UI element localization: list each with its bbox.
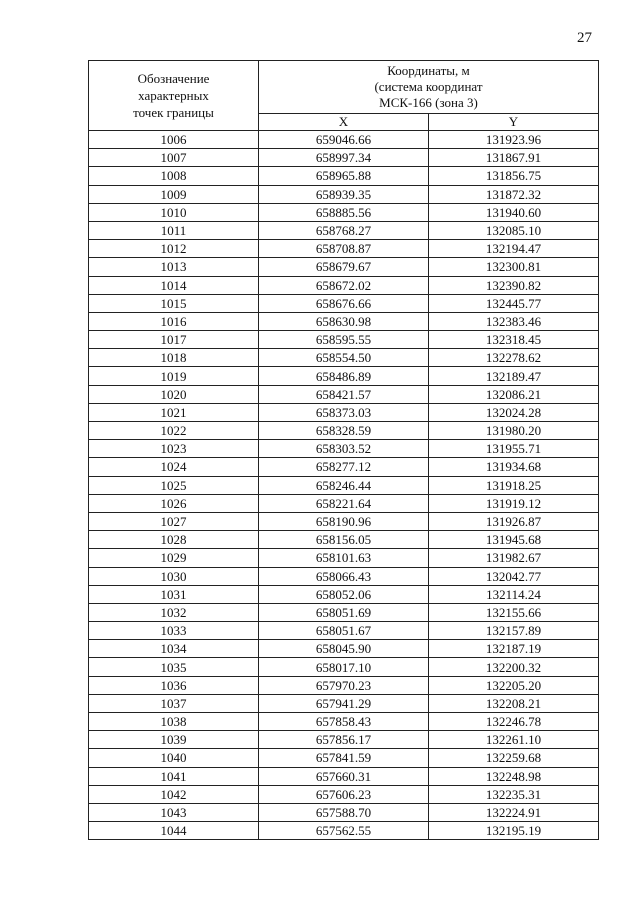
table-row xyxy=(89,276,599,294)
x-coordinate-cell: 658246.44 xyxy=(259,476,429,494)
point-id-cell: 1041 xyxy=(89,767,259,785)
x-coordinate-cell: 658045.90 xyxy=(259,640,429,658)
x-coordinate-cell: 658066.43 xyxy=(259,567,429,585)
y-coordinate-cell: 132248.98 xyxy=(429,767,599,785)
table-row xyxy=(89,749,599,767)
x-coordinate-cell: 658554.50 xyxy=(259,349,429,367)
table-row xyxy=(89,822,599,840)
point-id-cell: 1040 xyxy=(89,749,259,767)
table-row xyxy=(89,240,599,258)
y-coordinate-cell: 132300.81 xyxy=(429,258,599,276)
y-coordinate-cell: 132235.31 xyxy=(429,785,599,803)
point-id-cell: 1023 xyxy=(89,440,259,458)
table-row xyxy=(89,713,599,731)
y-coordinate-cell: 132318.45 xyxy=(429,331,599,349)
y-coordinate-cell: 132085.10 xyxy=(429,221,599,239)
y-coordinate-cell: 132086.21 xyxy=(429,385,599,403)
x-coordinate-cell: 658965.88 xyxy=(259,167,429,185)
x-coordinate-cell: 658676.66 xyxy=(259,294,429,312)
point-id-cell: 1022 xyxy=(89,422,259,440)
point-id-cell: 1044 xyxy=(89,822,259,840)
y-coordinate-cell: 132205.20 xyxy=(429,676,599,694)
y-coordinate-cell: 131918.25 xyxy=(429,476,599,494)
y-coordinate-cell: 132157.89 xyxy=(429,622,599,640)
x-coordinate-cell: 658997.34 xyxy=(259,149,429,167)
point-id-cell: 1029 xyxy=(89,549,259,567)
table-row xyxy=(89,458,599,476)
table-row xyxy=(89,676,599,694)
point-id-cell: 1030 xyxy=(89,567,259,585)
table-row xyxy=(89,640,599,658)
point-id-cell: 1032 xyxy=(89,603,259,621)
x-coordinate-cell: 658768.27 xyxy=(259,221,429,239)
coordinates-table xyxy=(88,60,599,840)
point-id-cell: 1011 xyxy=(89,221,259,239)
y-coordinate-cell: 131934.68 xyxy=(429,458,599,476)
y-coordinate-cell: 131856.75 xyxy=(429,167,599,185)
y-coordinate-cell: 132390.82 xyxy=(429,276,599,294)
y-coordinate-cell: 132195.19 xyxy=(429,822,599,840)
table-row xyxy=(89,349,599,367)
y-coordinate-cell: 131867.91 xyxy=(429,149,599,167)
point-id-cell: 1017 xyxy=(89,331,259,349)
point-id-cell: 1043 xyxy=(89,803,259,821)
x-coordinate-cell: 658373.03 xyxy=(259,403,429,421)
point-id-cell: 1018 xyxy=(89,349,259,367)
x-coordinate-cell: 657588.70 xyxy=(259,803,429,821)
x-coordinate-cell: 658277.12 xyxy=(259,458,429,476)
x-coordinate-cell: 658939.35 xyxy=(259,185,429,203)
table-row xyxy=(89,385,599,403)
x-coordinate-cell: 658595.55 xyxy=(259,331,429,349)
table-row xyxy=(89,422,599,440)
table-row xyxy=(89,367,599,385)
point-id-cell: 1015 xyxy=(89,294,259,312)
table-row xyxy=(89,767,599,785)
y-coordinate-cell: 131982.67 xyxy=(429,549,599,567)
table-row xyxy=(89,221,599,239)
table-row xyxy=(89,294,599,312)
table-row xyxy=(89,567,599,585)
point-id-cell: 1012 xyxy=(89,240,259,258)
point-id-cell: 1014 xyxy=(89,276,259,294)
y-coordinate-cell: 131940.60 xyxy=(429,203,599,221)
point-id-cell: 1007 xyxy=(89,149,259,167)
table-row xyxy=(89,403,599,421)
table-row xyxy=(89,331,599,349)
page-number: 27 xyxy=(577,30,592,46)
y-coordinate-cell: 132224.91 xyxy=(429,803,599,821)
x-coordinate-cell: 657858.43 xyxy=(259,713,429,731)
x-coordinate-cell: 658221.64 xyxy=(259,494,429,512)
point-id-cell: 1034 xyxy=(89,640,259,658)
y-coordinate-cell: 132246.78 xyxy=(429,713,599,731)
x-coordinate-cell: 659046.66 xyxy=(259,131,429,149)
x-coordinate-cell: 658672.02 xyxy=(259,276,429,294)
point-id-cell: 1021 xyxy=(89,403,259,421)
point-id-cell: 1035 xyxy=(89,658,259,676)
table-body xyxy=(89,131,599,840)
point-id-cell: 1036 xyxy=(89,676,259,694)
table-row xyxy=(89,731,599,749)
point-id-cell: 1020 xyxy=(89,385,259,403)
table-row xyxy=(89,185,599,203)
x-coordinate-cell: 657856.17 xyxy=(259,731,429,749)
point-id-cell: 1025 xyxy=(89,476,259,494)
x-coordinate-cell: 658708.87 xyxy=(259,240,429,258)
point-id-cell: 1038 xyxy=(89,713,259,731)
point-id-cell: 1039 xyxy=(89,731,259,749)
point-designation-header: Обозначение характерных точек границы xyxy=(89,61,259,131)
table-row xyxy=(89,258,599,276)
y-coordinate-cell: 132114.24 xyxy=(429,585,599,603)
x-coordinate-cell: 657970.23 xyxy=(259,676,429,694)
point-id-cell: 1019 xyxy=(89,367,259,385)
y-coordinate-cell: 132259.68 xyxy=(429,749,599,767)
x-coordinate-cell: 657841.59 xyxy=(259,749,429,767)
x-coordinate-cell: 657941.29 xyxy=(259,694,429,712)
point-id-cell: 1016 xyxy=(89,312,259,330)
table-row xyxy=(89,167,599,185)
y-coordinate-cell: 132383.46 xyxy=(429,312,599,330)
y-coordinate-cell: 132261.10 xyxy=(429,731,599,749)
x-coordinate-cell: 658017.10 xyxy=(259,658,429,676)
point-id-cell: 1042 xyxy=(89,785,259,803)
table-row xyxy=(89,512,599,530)
table-row xyxy=(89,549,599,567)
point-id-cell: 1026 xyxy=(89,494,259,512)
table-row xyxy=(89,131,599,149)
table-row xyxy=(89,785,599,803)
y-coordinate-cell: 132278.62 xyxy=(429,349,599,367)
point-id-cell: 1028 xyxy=(89,531,259,549)
y-coordinate-cell: 131955.71 xyxy=(429,440,599,458)
y-coordinate-cell: 131919.12 xyxy=(429,494,599,512)
x-coordinate-cell: 658052.06 xyxy=(259,585,429,603)
x-coordinate-cell: 657606.23 xyxy=(259,785,429,803)
coordinates-header: Координаты, м (система координат МСК-166 (зона 3) xyxy=(259,61,599,114)
point-id-cell: 1031 xyxy=(89,585,259,603)
x-column-header: X xyxy=(259,114,429,131)
table-row xyxy=(89,494,599,512)
table-row xyxy=(89,694,599,712)
y-coordinate-cell: 131926.87 xyxy=(429,512,599,530)
x-coordinate-cell: 658156.05 xyxy=(259,531,429,549)
y-column-header: Y xyxy=(429,114,599,131)
point-id-cell: 1033 xyxy=(89,622,259,640)
point-id-cell: 1037 xyxy=(89,694,259,712)
y-coordinate-cell: 132208.21 xyxy=(429,694,599,712)
y-coordinate-cell: 132024.28 xyxy=(429,403,599,421)
y-coordinate-cell: 132445.77 xyxy=(429,294,599,312)
y-coordinate-cell: 132194.47 xyxy=(429,240,599,258)
table-row xyxy=(89,312,599,330)
y-coordinate-cell: 131923.96 xyxy=(429,131,599,149)
y-coordinate-cell: 131980.20 xyxy=(429,422,599,440)
table-row xyxy=(89,440,599,458)
point-id-cell: 1008 xyxy=(89,167,259,185)
x-coordinate-cell: 658679.67 xyxy=(259,258,429,276)
table-row xyxy=(89,531,599,549)
x-coordinate-cell: 658630.98 xyxy=(259,312,429,330)
x-coordinate-cell: 658303.52 xyxy=(259,440,429,458)
x-coordinate-cell: 657660.31 xyxy=(259,767,429,785)
x-coordinate-cell: 658190.96 xyxy=(259,512,429,530)
table-row xyxy=(89,585,599,603)
x-coordinate-cell: 658051.69 xyxy=(259,603,429,621)
point-id-cell: 1024 xyxy=(89,458,259,476)
x-coordinate-cell: 658885.56 xyxy=(259,203,429,221)
y-coordinate-cell: 132042.77 xyxy=(429,567,599,585)
x-coordinate-cell: 658421.57 xyxy=(259,385,429,403)
point-id-cell: 1010 xyxy=(89,203,259,221)
x-coordinate-cell: 658486.89 xyxy=(259,367,429,385)
point-id-cell: 1006 xyxy=(89,131,259,149)
y-coordinate-cell: 131945.68 xyxy=(429,531,599,549)
point-id-cell: 1009 xyxy=(89,185,259,203)
point-id-cell: 1027 xyxy=(89,512,259,530)
table-header xyxy=(89,61,599,131)
y-coordinate-cell: 132200.32 xyxy=(429,658,599,676)
y-coordinate-cell: 132155.66 xyxy=(429,603,599,621)
table-row xyxy=(89,203,599,221)
x-coordinate-cell: 657562.55 xyxy=(259,822,429,840)
x-coordinate-cell: 658328.59 xyxy=(259,422,429,440)
table-row xyxy=(89,149,599,167)
table-row xyxy=(89,658,599,676)
table-row xyxy=(89,476,599,494)
table-row xyxy=(89,803,599,821)
y-coordinate-cell: 132187.19 xyxy=(429,640,599,658)
y-coordinate-cell: 131872.32 xyxy=(429,185,599,203)
point-id-cell: 1013 xyxy=(89,258,259,276)
table-row xyxy=(89,622,599,640)
x-coordinate-cell: 658101.63 xyxy=(259,549,429,567)
y-coordinate-cell: 132189.47 xyxy=(429,367,599,385)
x-coordinate-cell: 658051.67 xyxy=(259,622,429,640)
table-row xyxy=(89,603,599,621)
